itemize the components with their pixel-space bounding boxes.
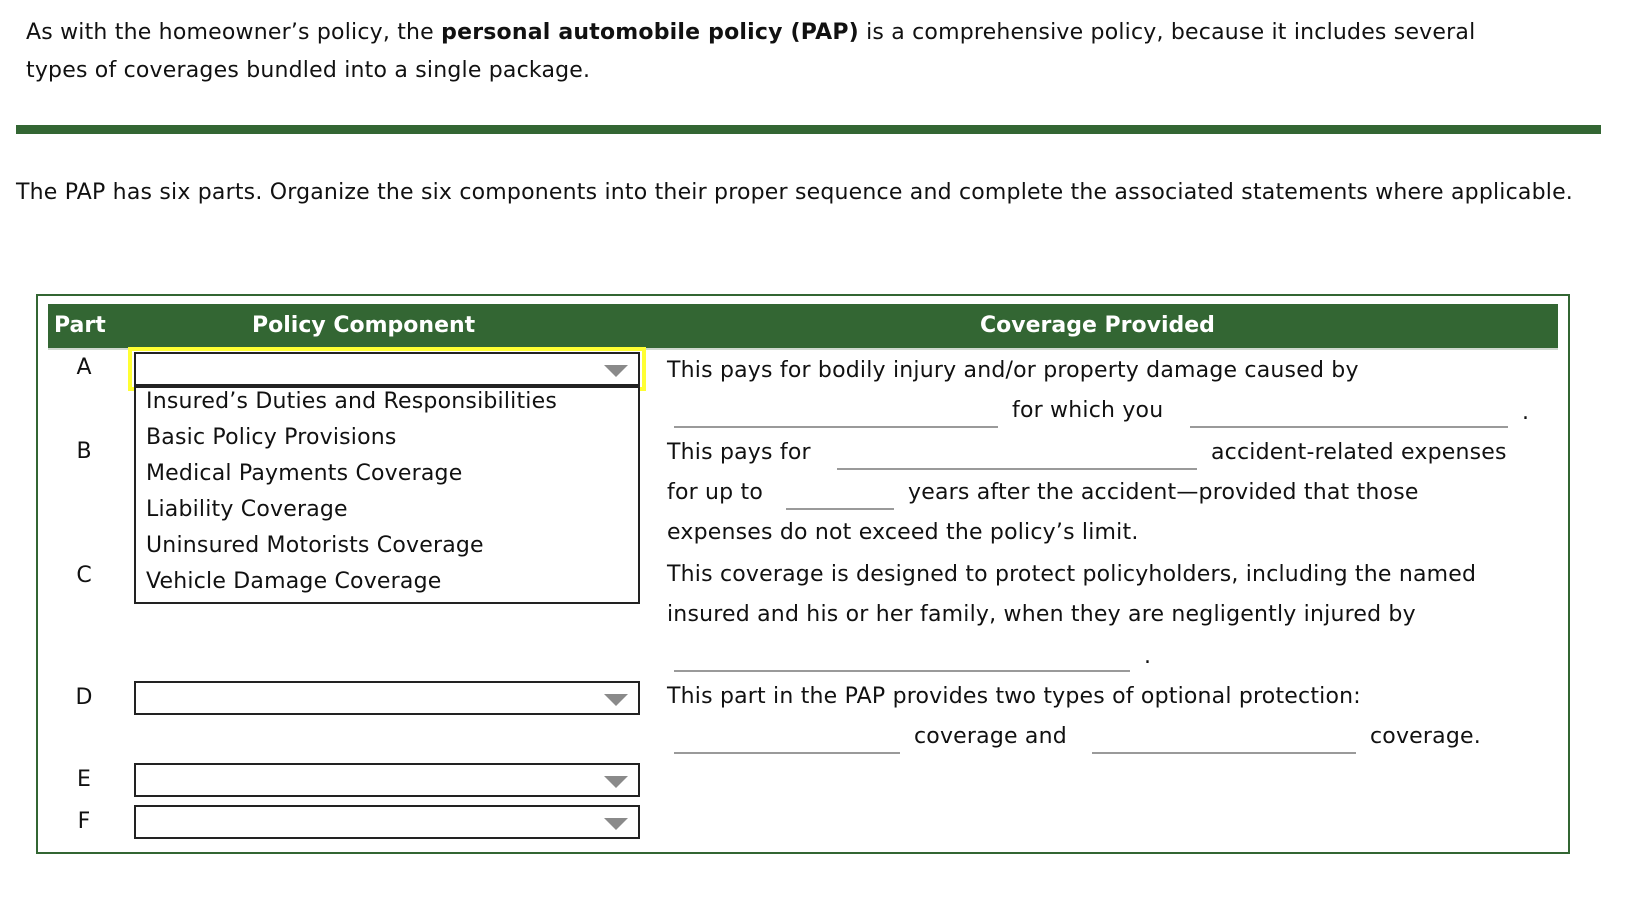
coverage-d-text-3: coverage. <box>1370 724 1481 749</box>
part-c-label: C <box>76 563 92 588</box>
option-uninsured-motorists[interactable]: Uninsured Motorists Coverage <box>146 533 484 558</box>
table-header <box>48 304 1558 348</box>
coverage-d-text-2: coverage and <box>914 724 1067 749</box>
option-medical-payments[interactable]: Medical Payments Coverage <box>146 461 463 486</box>
coverage-b-text-3: for up to <box>667 480 764 505</box>
coverage-b-text-1: This pays for <box>667 440 811 465</box>
part-d-component-select[interactable] <box>134 681 640 715</box>
instructions: The PAP has six parts. Organize the six components into their proper sequence and complete the associated statements where applicable. <box>16 180 1573 205</box>
part-a-label: A <box>76 355 92 380</box>
component-options-list <box>134 386 640 604</box>
coverage-d-blank-1[interactable] <box>674 752 900 754</box>
dropdown-arrow-icon <box>604 694 628 706</box>
coverage-c-line2: insured and his or her family, when they are negligently injured by <box>667 602 1416 627</box>
option-basic-policy-provisions[interactable]: Basic Policy Provisions <box>146 425 397 450</box>
dropdown-arrow-icon <box>604 776 628 788</box>
coverage-b-text-5: expenses do not exceed the policy’s limit. <box>667 520 1139 545</box>
coverage-a-blank-1[interactable] <box>674 426 998 428</box>
option-liability-coverage[interactable]: Liability Coverage <box>146 497 348 522</box>
header-part: Part <box>54 313 106 338</box>
coverage-d-blank-2[interactable] <box>1092 752 1356 754</box>
coverage-b-blank-years[interactable] <box>786 508 894 510</box>
intro-bold-term: personal automobile policy (PAP) <box>441 20 859 45</box>
part-e-label: E <box>77 767 91 792</box>
intro-text-start: As with the homeowner’s policy, the <box>26 20 442 45</box>
coverage-c-blank[interactable] <box>674 670 1130 672</box>
coverage-b-text-4: years after the accident—provided that those <box>908 480 1419 505</box>
coverage-a-text-2: for which you <box>1012 398 1164 423</box>
part-e-component-select[interactable] <box>134 763 640 797</box>
part-d-label: D <box>75 685 93 710</box>
part-a-component-select[interactable] <box>134 352 640 386</box>
coverage-a-line1: This pays for bodily injury and/or property damage caused by <box>667 358 1359 383</box>
dropdown-arrow-icon <box>604 818 628 830</box>
part-b-label: B <box>76 439 92 464</box>
section-divider <box>16 125 1601 134</box>
coverage-c-period: . <box>1144 644 1152 669</box>
coverage-c-line1: This coverage is designed to protect policyholders, including the named <box>667 562 1477 587</box>
part-f-component-select[interactable] <box>134 805 640 839</box>
intro-paragraph <box>26 14 1506 90</box>
part-f-label: F <box>77 809 91 834</box>
header-coverage-provided: Coverage Provided <box>980 313 1215 338</box>
dropdown-arrow-icon <box>604 365 628 377</box>
coverage-a-blank-2[interactable] <box>1190 426 1508 428</box>
header-policy-component: Policy Component <box>252 313 476 338</box>
coverage-a-period: . <box>1522 400 1530 425</box>
coverage-b-text-2: accident-related expenses <box>1211 440 1507 465</box>
coverage-b-blank-1[interactable] <box>837 468 1197 470</box>
option-insureds-duties[interactable]: Insured’s Duties and Responsibilities <box>146 389 558 414</box>
intro-text-end: is a comprehensive policy, because it includes several types of coverages bundled into a single package. <box>26 20 1476 83</box>
option-vehicle-damage[interactable]: Vehicle Damage Coverage <box>146 569 442 594</box>
coverage-d-line1: This part in the PAP provides two types of optional protection: <box>667 684 1361 709</box>
